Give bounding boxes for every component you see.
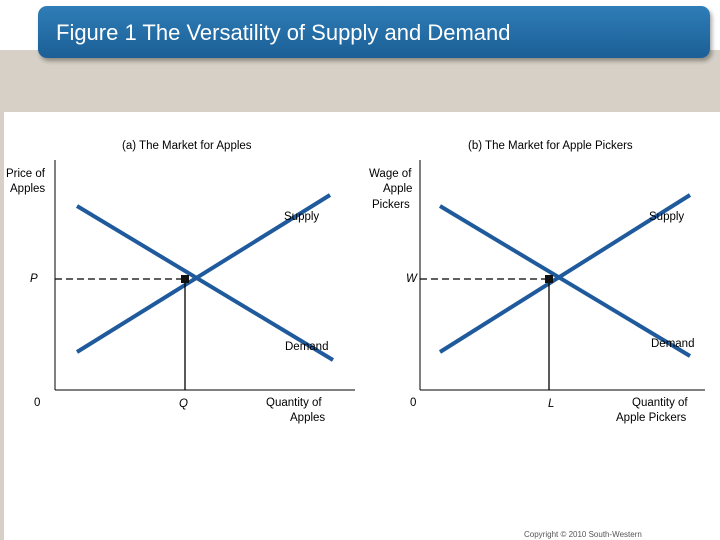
panel-b-equilibrium-point [545,275,553,283]
panel-a-origin-label: 0 [34,397,41,409]
panel-a-heading: (a) The Market for Apples [122,140,252,152]
panel-b-origin-label: 0 [410,397,417,409]
panel-b-heading: (b) The Market for Apple Pickers [468,140,633,152]
panel-a-equilibrium-point [181,275,189,283]
panel-a-demand-curve [77,206,333,360]
copyright-notice: Copyright © 2010 South-Western [524,530,642,539]
panel-b-y-label-line2: Apple [383,183,413,195]
slide-title: Figure 1 The Versatility of Supply and Demand [56,20,511,45]
panel-a-price-label: P [30,273,38,285]
panel-b-demand-curve [440,206,690,356]
panel-a-y-label-line2: Apples [10,183,46,195]
panel-b-y-label-line3: Pickers [372,199,410,211]
panel-b-x-label-line1: Quantity of [632,397,688,409]
panel-b-y-label-line1: Wage of [369,168,412,180]
panel-b-demand-label: Demand [651,338,695,350]
panel-b-x-label-line2: Apple Pickers [616,412,687,424]
panel-a-supply-label: Supply [284,211,320,223]
panel-b-quantity-label: L [548,398,555,410]
panel-a-demand-label: Demand [285,341,329,353]
panel-a-y-label-line1: Price of [6,168,45,180]
panel-b-wage-label: W [406,273,417,285]
panel-a-quantity-label: Q [179,398,188,410]
panel-b-supply-label: Supply [649,211,685,223]
panel-a-x-label-line1: Quantity of [266,397,322,409]
panel-a-x-label-line2: Apples [290,412,326,424]
